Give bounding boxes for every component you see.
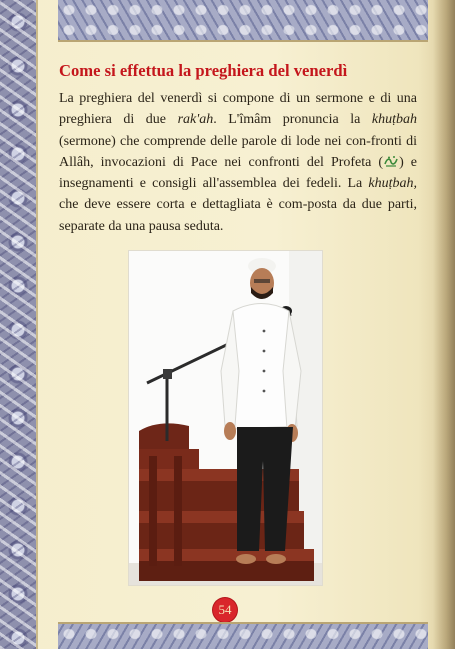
page-number-badge: 54 [213,598,237,622]
body-paragraph [59,88,417,237]
book-gutter-shadow [433,0,455,649]
pbuh-calligraphy-icon [383,155,399,168]
ornamental-left-border [0,0,38,649]
text-part: (sermone) che comprende delle parole di lode nei con-fronti di Allâh, invocazioni di Pace nei confronti del Profeta ( [59,133,417,170]
section-title: Come si effettua la preghiera del venerdì [59,61,348,80]
text-part: ) e insegnamenti e consigli all'assemblea dei fedeli. La [59,154,417,192]
text-part: che deve essere corta e dettagliata è com-posta da due parti, separate da una pausa seduta. [59,197,417,234]
term-khutbah: khuṭbah, [368,176,417,192]
text-part: . L'îmâm pronuncia la [213,112,372,128]
photo-khutbah-speaker [128,250,323,586]
ornamental-bottom-banner [58,622,428,649]
term-rakah: rak'ah [177,112,214,128]
term-khutbah: khuṭbah [371,112,417,128]
text-part: La preghiera del venerdì si compone di un sermone e di una preghiera di due [59,91,417,128]
ornamental-top-banner [58,0,428,42]
photo-illustration [129,251,322,585]
